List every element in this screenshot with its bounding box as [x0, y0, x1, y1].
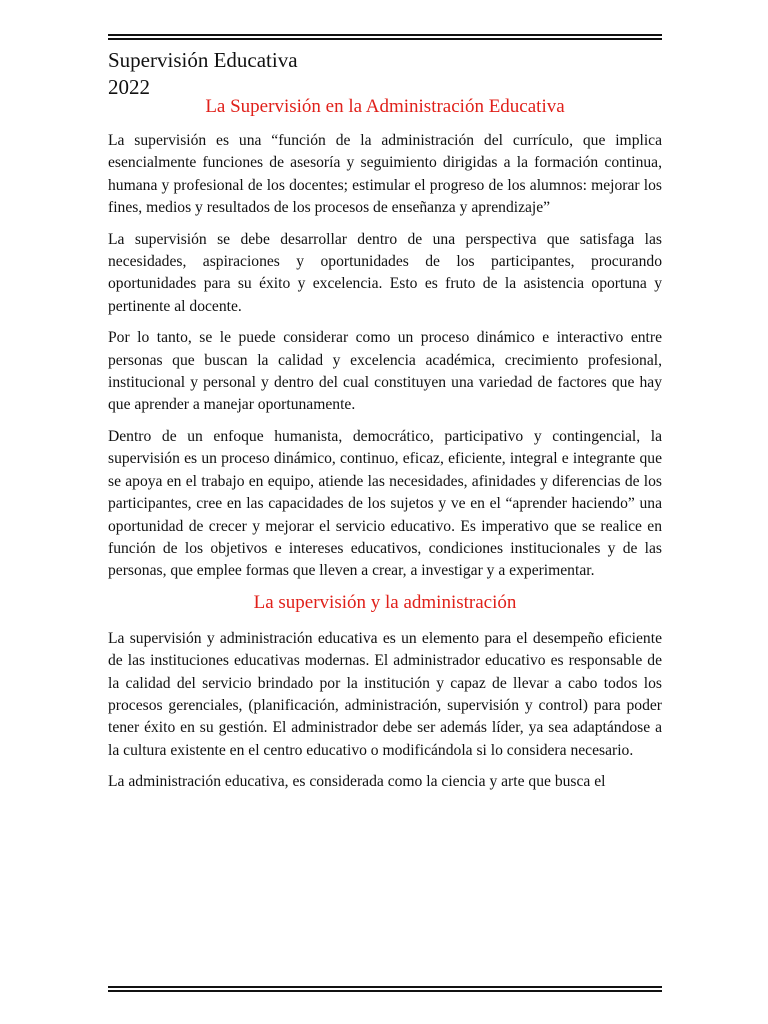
footer-double-rule	[108, 986, 662, 992]
paragraph: La administración educativa, es considerada como la ciencia y arte que busca el	[108, 773, 606, 791]
paragraph: Dentro de un enfoque humanista, democrático, participativo y contingencial, la supervisión es un proceso dinámico, continuo, eficaz, eficiente, integral e integrante que se apoya en el trabajo en equipo, atiende las necesidades, afinidades y diferencias de los participantes, cree en las capacidades de los sujetos y ve en el “aprender haciendo” una oportunidad de crecer y mejorar el servicio educativo. Es imperativo que se realice en función de los objetivos e intereses educativos, condiciones institucionales y de las personas, que emplee formas que lleven a crear, a investigar y a experimentar.	[108, 427, 662, 580]
paragraph: La supervisión y administración educativa es un elemento para el desempeño eficiente de las instituciones educativas modernas. El administrador educativo es responsable de la calidad del servicio brindado por la institución y capaz de llevar a cabo todos los procesos gerenciales, (planificación, administración, supervisión y control) para poder tener éxito en su gestión. El administrador debe ser además líder, ya sea adaptándose a la cultura existente en el centro educativo o modificándola si lo considera necesario.	[108, 629, 662, 759]
section-heading: La supervisión y la administración	[253, 591, 517, 613]
header-double-rule	[108, 34, 662, 40]
header-year: 2022	[108, 75, 150, 99]
document-body	[108, 96, 662, 803]
section-heading: La Supervisión en la Administración Educativa	[205, 96, 565, 117]
paragraph: La supervisión es una “función de la administración del currículo, que implica esencialmente funciones de asesoría y seguimiento dirigidas a la formación continua, humana y profesional de los docentes; estimular el progreso de los alumnos: mejorar los fines, medios y resultados de los procesos de enseñanza y aprendizaje”	[108, 132, 662, 217]
paragraph: Por lo tanto, se le puede considerar como un proceso dinámico e interactivo entre personas que buscan la calidad y excelencia académica, crecimiento profesional, institucional y personal y dentro del cual constituyen una variedad de factores que hay que aprender a manejar oportunamente.	[108, 329, 662, 414]
header-title: Supervisión Educativa	[108, 48, 298, 72]
paragraph: La supervisión se debe desarrollar dentro de una perspectiva que satisfaga las necesidades, aspiraciones y oportunidades de los participantes, procurando oportunidades para su éxito y excelencia. Esto es fruto de la asistencia oportuna y pertinente al docente.	[108, 230, 662, 315]
